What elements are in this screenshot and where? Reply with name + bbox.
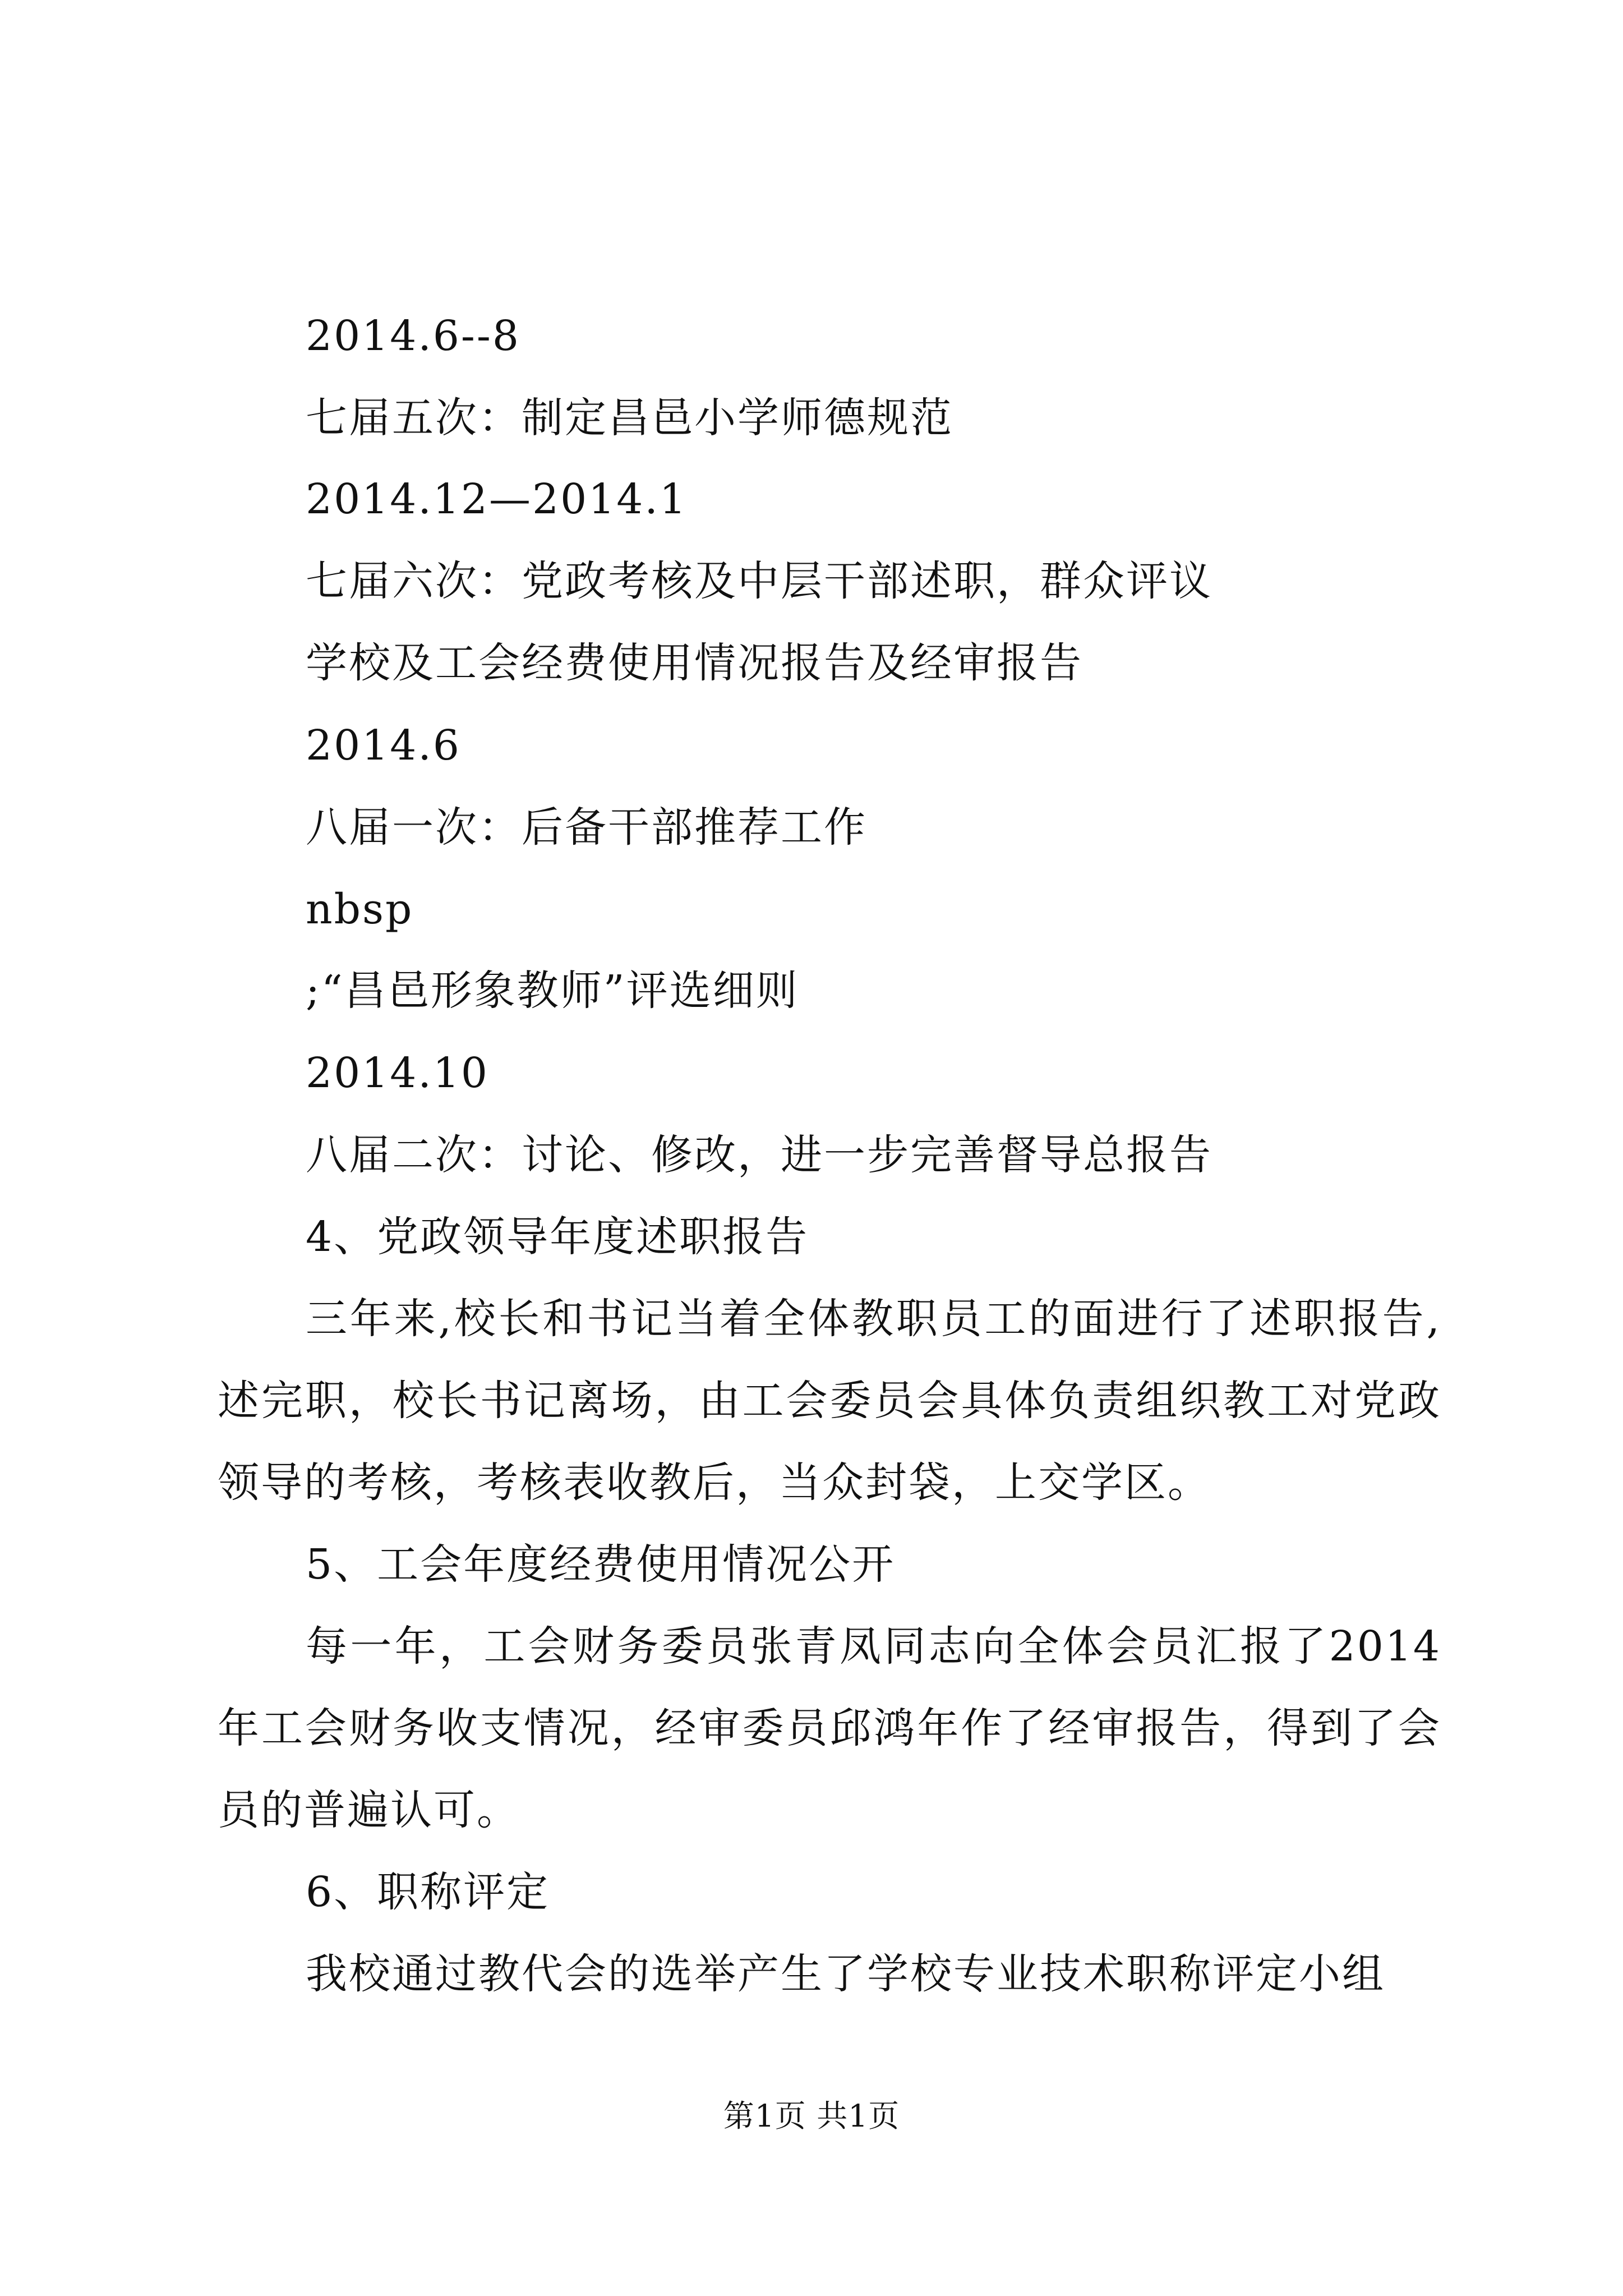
page-footer: 第1页 共1页	[723, 2098, 900, 2134]
meeting-item-line: 学校及工会经费使用情况报告及经审报告	[306, 639, 1083, 687]
paragraph-line: 每一年，工会财务委员张青凤同志向全体会员汇报了2014	[306, 1622, 1441, 1671]
date-line: 2014.6--8	[306, 312, 521, 360]
section-heading: 6、职称评定	[306, 1868, 550, 1916]
meeting-item-line: 七届五次：制定昌邑小学师德规范	[306, 394, 953, 442]
meeting-item-line: 七届六次：党政考核及中层干部述职，群众评议	[306, 557, 1212, 605]
date-line: 2014.12—2014.1	[306, 475, 688, 523]
text-line: nbsp	[306, 885, 414, 933]
paragraph-line: 年工会财务收支情况，经审委员邱鸿年作了经审报告，得到了会	[218, 1704, 1441, 1752]
date-line: 2014.6	[306, 721, 461, 770]
text-line: ;“昌邑形象教师”评选细则	[306, 967, 799, 1015]
paragraph-line: 三年来,校长和书记当着全体教职员工的面进行了述职报告,	[306, 1295, 1441, 1343]
paragraph-line: 员的普遍认可。	[218, 1786, 520, 1834]
section-heading: 5、工会年度经费使用情况公开	[306, 1540, 896, 1589]
paragraph-line: 领导的考核，考核表收教后，当众封袋，上交学区。	[218, 1458, 1211, 1507]
meeting-item-line: 八届二次：讨论、修改，进一步完善督导总报告	[306, 1131, 1212, 1179]
paragraph-line: 我校通过教代会的选举产生了学校专业技术职称评定小组	[306, 1950, 1385, 1998]
date-line: 2014.10	[306, 1049, 490, 1097]
meeting-item-line: 八届一次：后备干部推荐工作	[306, 803, 867, 852]
section-heading: 4、党政领导年度述职报告	[306, 1213, 809, 1261]
paragraph-line: 述完职，校长书记离场，由工会委员会具体负责组织教工对党政	[218, 1377, 1441, 1425]
